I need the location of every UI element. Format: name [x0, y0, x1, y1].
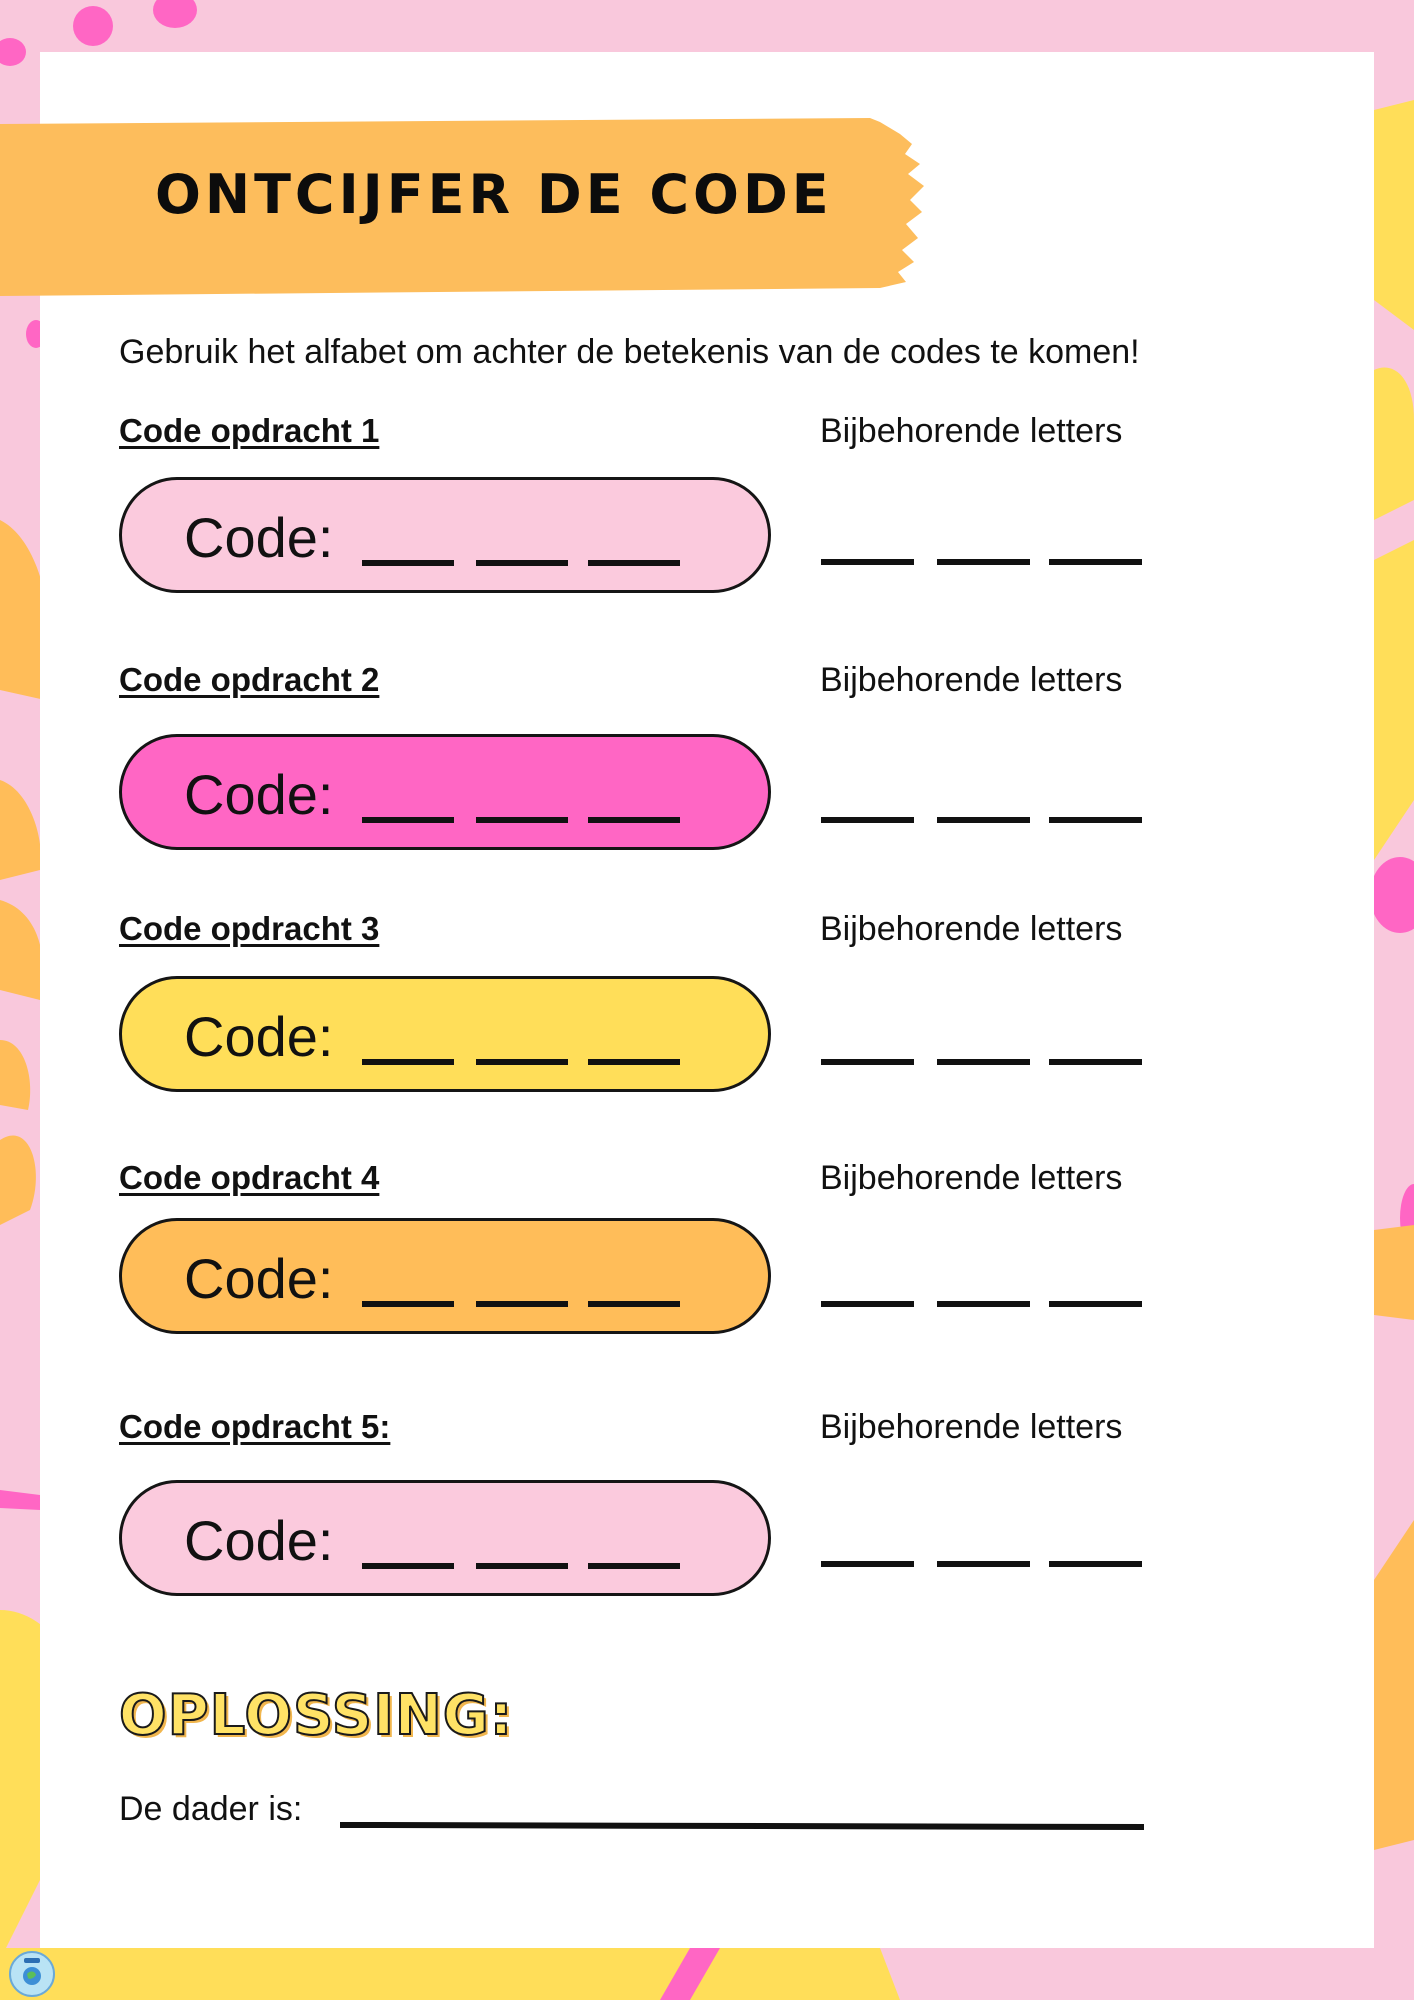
- code-blank[interactable]: [588, 1059, 680, 1065]
- code-blank[interactable]: [362, 1563, 454, 1569]
- intro-text: Gebruik het alfabet om achter de betekenis van de codes te komen!: [119, 333, 1140, 371]
- solution-heading: OPLOSSING:: [119, 1683, 514, 1748]
- code-box-3: [119, 976, 771, 1092]
- globe-logo-icon: [8, 1950, 56, 1998]
- letters-label-5: Bijbehorende letters: [820, 1408, 1123, 1446]
- code-blank[interactable]: [476, 817, 568, 823]
- letter-blank[interactable]: [1049, 559, 1142, 565]
- task-title-4: Code opdracht 4: [119, 1159, 380, 1196]
- code-label: Code:: [184, 1247, 334, 1310]
- culprit-label: De dader is:: [119, 1790, 303, 1828]
- letter-blank[interactable]: [1049, 1561, 1142, 1567]
- letter-blank[interactable]: [1049, 817, 1142, 823]
- letter-blank[interactable]: [821, 1301, 914, 1307]
- code-blank[interactable]: [476, 560, 568, 566]
- letters-label-4: Bijbehorende letters: [820, 1159, 1123, 1197]
- letter-blank[interactable]: [937, 1301, 1030, 1307]
- task-title-3: Code opdracht 3: [119, 910, 380, 947]
- letter-blank[interactable]: [937, 559, 1030, 565]
- code-label: Code:: [184, 1005, 334, 1068]
- code-label: Code:: [184, 506, 334, 569]
- letter-blank[interactable]: [1049, 1301, 1142, 1307]
- code-blank[interactable]: [476, 1563, 568, 1569]
- letters-label-2: Bijbehorende letters: [820, 661, 1123, 699]
- code-blank[interactable]: [362, 1301, 454, 1307]
- code-box-4: [119, 1218, 771, 1334]
- code-blank[interactable]: [362, 1059, 454, 1065]
- code-box-1: [119, 477, 771, 593]
- task-title-5: Code opdracht 5:: [119, 1408, 391, 1445]
- letter-blank[interactable]: [821, 1059, 914, 1065]
- letter-blank[interactable]: [821, 1561, 914, 1567]
- code-blank[interactable]: [362, 560, 454, 566]
- code-blank[interactable]: [588, 1301, 680, 1307]
- letter-blank[interactable]: [937, 817, 1030, 823]
- code-blank[interactable]: [588, 560, 680, 566]
- code-blank[interactable]: [476, 1301, 568, 1307]
- code-label: Code:: [184, 763, 334, 826]
- code-label: Code:: [184, 1509, 334, 1572]
- code-box-2: [119, 734, 771, 850]
- task-title-2: Code opdracht 2: [119, 661, 380, 698]
- page-title: ONTCIJFER DE CODE: [155, 163, 833, 226]
- code-box-5: [119, 1480, 771, 1596]
- letter-blank[interactable]: [1049, 1059, 1142, 1065]
- letter-blank[interactable]: [937, 1561, 1030, 1567]
- letters-label-3: Bijbehorende letters: [820, 910, 1123, 948]
- code-blank[interactable]: [476, 1059, 568, 1065]
- task-title-1: Code opdracht 1: [119, 412, 380, 449]
- letter-blank[interactable]: [821, 559, 914, 565]
- code-blank[interactable]: [588, 1563, 680, 1569]
- code-blank[interactable]: [362, 817, 454, 823]
- letter-blank[interactable]: [937, 1059, 1030, 1065]
- letter-blank[interactable]: [821, 817, 914, 823]
- letters-label-1: Bijbehorende letters: [820, 412, 1123, 450]
- code-blank[interactable]: [588, 817, 680, 823]
